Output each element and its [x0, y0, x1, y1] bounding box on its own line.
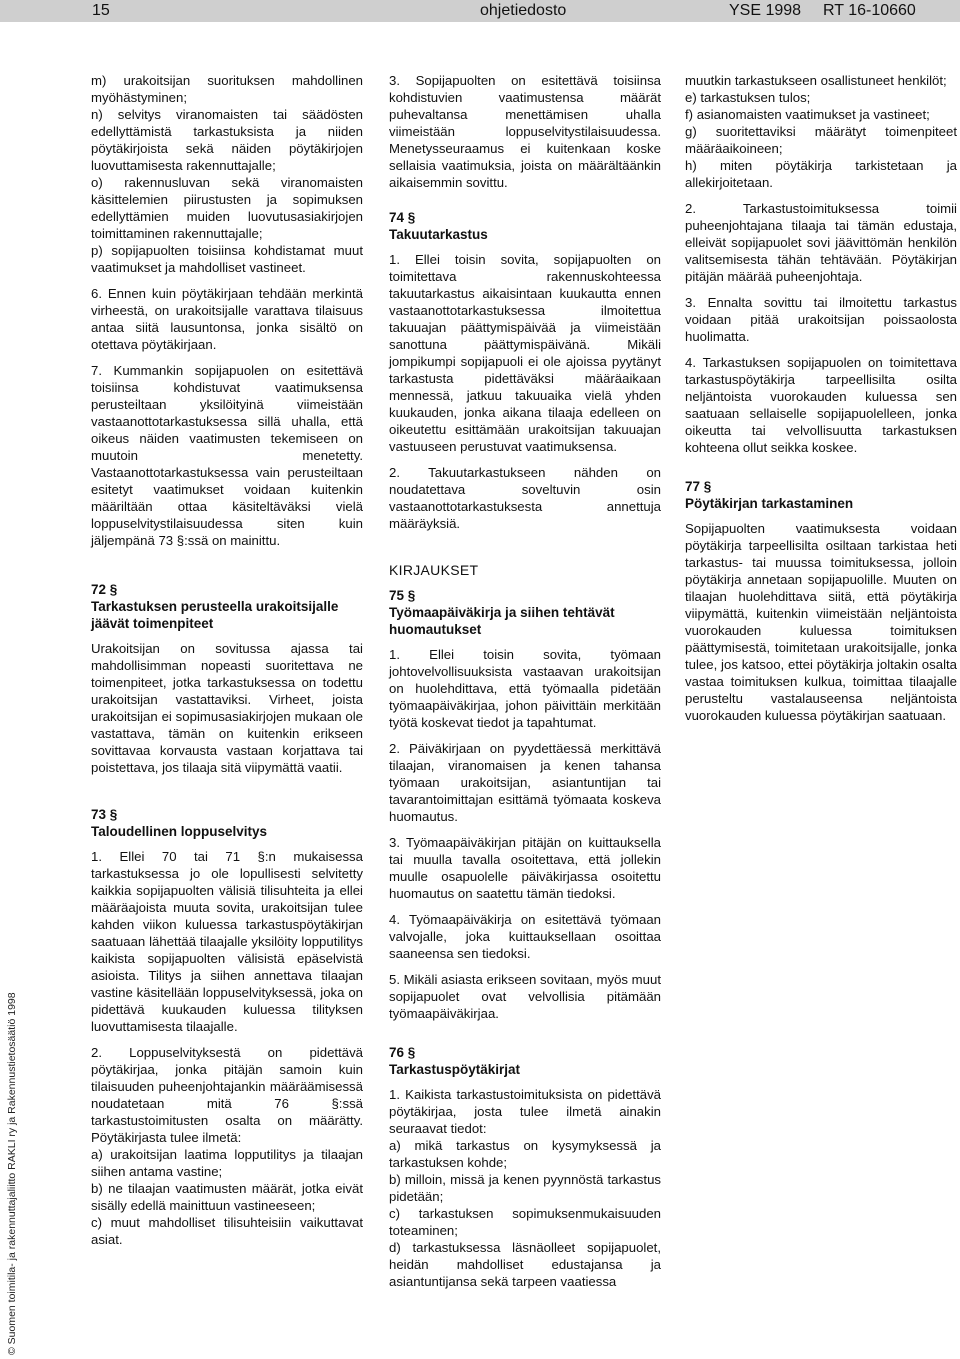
document-type: ohjetiedosto: [480, 2, 567, 19]
group-heading: KIRJAUKSET: [389, 562, 479, 578]
list-item: b) milloin, missä ja kenen pyynnöstä tarkastus pidetään;: [389, 1172, 661, 1204]
list-item: a) urakoitsijan laatima lopputilitys ja tilaajan siihen antama vastine;: [91, 1147, 363, 1179]
list-item: muutkin tarkastukseen osallistuneet henkilöt;: [685, 73, 947, 88]
list-item: m) urakoitsijan suorituksen mahdollinen myöhästyminen;: [91, 73, 363, 105]
section-title: Pöytäkirjan tarkastaminen: [685, 496, 854, 511]
list-block: [685, 72, 957, 191]
list-block: [91, 72, 363, 276]
standard-name: YSE 1998: [729, 2, 802, 19]
paragraph: 1. Ellei toisin sovita, sopijapuolten on toimitettava rakennuskohteessa takuutarkastus aikaisintaan kuukautta ennen vastaanottotarkastuksessa ilmoitettua takuuajan päättymispäivää ja viimeistään sanottuna päättymispäivänä. Mikäli jompikumpi sopijapuoli ei ole ajoissa pyytänyt tarkastusta pidettäväksi määräaikaan mennessä, jatkuu takuuaika vielä yhden kuukauden, jonka aikana tilaaja edelleen on oikeutettu esittämään urakoitsijan takuuajan vastuuseen perustuvat vaatimuksensa.: [389, 252, 661, 454]
list-item: f) asianomaisten vaatimukset ja vastineet;: [685, 107, 930, 122]
paragraph: 6. Ennen kuin pöytäkirjaan tehdään merkintä virheestä, on urakoitsijalle varattava tilaisuus antaa siitä lausuntonsa, jonka sisältö on otettava pöytäkirjaan.: [91, 286, 363, 352]
paragraph: 1. Ellei 70 tai 71 §:n mukaisessa tarkastuksessa jo ole lopullisesti selvitetty kaikkia sopijapuolten välisiä tilisuhteita ja ellei määräajoista muuta sovita, urakoitsijan tulee kahden viikon kuluessa tarkastuspöytäkirjan saatuaan lähettää tilaajalle yksilöity lopputilitys kaikista sopijapuolten välisistä epäselvistä asioista. Tilitys ja siihen annettava tilaajan vastine käsitellään loppuselvityksessä, joka on pidettävä kuukauden kuluessa tilityksen luovuttamisesta tilaajalle.: [91, 849, 363, 1034]
paragraph: 2. Takuutarkastukseen nähden on noudatettava soveltuvin osin vastaanottotarkastuksesta annettuja määräyksiä.: [389, 465, 661, 531]
paragraph: 2. Päiväkirjaan on pyydettäessä merkittävä tilaajan, viranomaisen ja kenen tahansa työmaan urakoitsijan, asiantuntijan tai tavarantoimittajan esittämä työmaata koskeva huomautus.: [389, 741, 661, 824]
list-item: b) ne tilaajan vaatimusten määrät, jotka eivät sisälly edellä mainittuun vastineeseen;: [91, 1181, 363, 1213]
paragraph: Urakoitsijan on sovitussa ajassa tai mahdollisimman nopeasti suoritettava ne toimenpiteet, jotka tarkastuksessa on todettu urakoitsijan vastattaviksi. Virheet, joista urakoitsijan ei sopimusasiakirjojen mukaan ole vastattava, tämän on kuitenkin erikseen sovittavaa korvausta vastaan korjattava tai poistettava, jos tilaaja sitä viipymättä vaatii.: [91, 641, 363, 775]
section-number: 73 §: [91, 807, 118, 822]
paragraph: 2. Loppuselvityksestä on pidettävä pöytäkirjaa, jonka pitäjän samoin kuin tilaisuuden puheenjohtajankin määräämisessä noudatetaan mitä 76 §:ssä tarkastustoimitusten osalta on määrätty. Pöytäkirjasta tulee ilmetä:: [91, 1045, 363, 1145]
list-item: e) tarkastuksen tulos;: [685, 90, 811, 105]
list-item: g) suoritettaviksi määrätyt toimenpiteet määräaikoineen;: [685, 124, 957, 156]
list-item: c) tarkastuksen sopimuksenmukaisuuden toteaminen;: [389, 1206, 661, 1238]
list-item: p) sopijapuolten toisiinsa kohdistamat muut vaatimukset ja mahdolliset vastineet.: [91, 243, 363, 275]
list-item: n) selvitys viranomaisten tai säädösten edellyttämistä tarkastuksista ja niiden pöytäkirjoista sekä näiden pöytäkirjojen luovuttamisesta rakennuttajalle;: [91, 107, 363, 173]
column-3: [685, 72, 957, 733]
paragraph: 7. Kummankin sopijapuolen on esitettävä toisiinsa kohdistuvat vaatimuksensa perusteiltaan yksilöityinä viimeistään vastaanottotarkastuksessa sillä uhalla, että oikeus näiden vaatimusten tekemiseen on muutoin menetetty. Vastaanottotarkastuksessa vain perusteiltaan esitetyt vaatimukset voidaan kuitenkin määriltään ottaa käsiteltäväksi vielä loppuselvitystilaisuudessa siten kuin jäljempänä 73 §:ssä on mainittu.: [91, 363, 363, 548]
section-title: Työmaapäiväkirja ja siihen tehtävät huomautukset: [389, 605, 615, 637]
paragraph: 1. Ellei toisin sovita, työmaan johtovelvollisuuksista vastaavan urakoitsijan on huolehdittava, että työmaalla pidetään työmaapäiväkirjaa, johon päivittäin merkitään työtä koskevat tiedot ja tapahtumat.: [389, 647, 661, 730]
paragraph: Sopijapuolten vaatimuksesta voidaan pöytäkirja tarpeellisilta osiltaan tarkistaa heti tarkastus- tai muussa toimituksessa, jolloin pöytäkirja annetaan sopijapuolille. Muuten on tilaajan huolehdittava siitä, että pöytäkirja viipymättä, kuitenkin viimeistään neljäntoista vuorokauden kuluessa toimituksen päättymisestä, toimitetaan urakoitsijalle, jonka tulee, jos katsoo, ettei pöytäkirja joltakin osalta vastaa toimituksen kulkua, toimittaa tilaajalle perusteltu vastalauseensa neljäntoista vuorokauden kuluessa pöytäkirjan saatuaan.: [685, 521, 957, 723]
list-item: d) tarkastuksessa läsnäolleet sopijapuolet, heidän mahdolliset edustajansa ja asiantuntijansa sekä tarpeen vaatiessa: [389, 1240, 661, 1289]
paragraph: 3. Ennalta sovittu tai ilmoitettu tarkastus voidaan pitää urakoitsijan poissaolosta huolimatta.: [685, 295, 957, 344]
page-number: 15: [92, 2, 110, 19]
list-block: [91, 1146, 363, 1248]
paragraph: 4. Tarkastuksen sopijapuolen on toimitettava tarkastuspöytäkirja tarpeellisilta osilta neljäntoista vuorokauden kuluessa sen saatuaan sellaiselle sopijapuolelleen, jonka oikeutta tai velvollisuutta tarkastuksen kohteena ollut seikka koskee.: [685, 355, 957, 455]
section-title: Taloudellinen loppuselvitys: [91, 824, 268, 839]
paragraph: 4. Työmaapäiväkirja on esitettävä työmaan valvojalle, joka kuittauksellaan osoittaa saaneensa sen tiedoksi.: [389, 912, 661, 961]
paragraph: 3. Työmaapäiväkirjan pitäjän on kuittauksella tai muulla tavalla osoitettava, että jollekin muulle osapuolelle päiväkirjassa osoitettu huomautus on saatettu tämän tiedoksi.: [389, 835, 661, 901]
section-title: Tarkastuspöytäkirjat: [389, 1062, 521, 1077]
paragraph: 1. Kaikista tarkastustoimituksista on pidettävä pöytäkirjaa, josta tulee ilmetä ainakin seuraavat tiedot:: [389, 1087, 661, 1136]
section-title: Takuutarkastus: [389, 227, 488, 242]
paragraph: 5. Mikäli asiasta erikseen sovitaan, myös muut sopijapuolet ovat velvollisia pitämään työmaapäiväkirjaa.: [389, 972, 661, 1021]
copyright-side-note: © Suomen toimitila- ja rakennuttajaliitto RAKLI ry ja Rakennustietosäätiö 1998: [6, 992, 18, 1355]
paragraph: 2. Tarkastustoimituksessa toimii puheenjohtajana tilaaja tai tämän edustaja, elleivät sopijapuolet sovi jäävittömän henkilön valitsemisesta tähän tehtävään. Pöytäkirjan pitäjän määrää puheenjohtaja.: [685, 201, 957, 284]
section-number: 72 §: [91, 582, 118, 597]
paragraph: 3. Sopijapuolten on esitettävä toisiinsa kohdistuvien vaatimustensa määrät puhevaltansa menettämisen uhalla viimeistään loppuselvitystilaisuudessa. Menetysseuraamus ei kuitenkaan koske sellaisia vaatimuksia, joista on määrältäänkin aikaisemmin sovittu.: [389, 73, 661, 190]
section-number: 76 §: [389, 1045, 416, 1060]
list-block: [389, 1137, 661, 1290]
column-2: [389, 72, 661, 1299]
document-code: RT 16-10660: [823, 2, 916, 19]
list-item: a) mikä tarkastus on kysymyksessä ja tarkastuksen kohde;: [389, 1138, 661, 1170]
list-item: h) miten pöytäkirja tarkistetaan ja allekirjoitetaan.: [685, 158, 957, 190]
page-header: [0, 0, 960, 22]
section-number: 75 §: [389, 588, 416, 603]
list-item: o) rakennusluvan sekä viranomaisten käsittelemien piirustusten ja sopimuksen edellyttämien muiden luovutusasiakirjojen toimittaminen rakennuttajalle;: [91, 175, 363, 241]
section-number: 74 §: [389, 210, 416, 225]
section-number: 77 §: [685, 479, 712, 494]
list-item: c) muut mahdolliset tilisuhteisiin vaikuttavat asiat.: [91, 1215, 363, 1247]
section-title: Tarkastuksen perusteella urakoitsijalle jäävät toimenpiteet: [91, 599, 339, 631]
column-1: [91, 72, 363, 1257]
